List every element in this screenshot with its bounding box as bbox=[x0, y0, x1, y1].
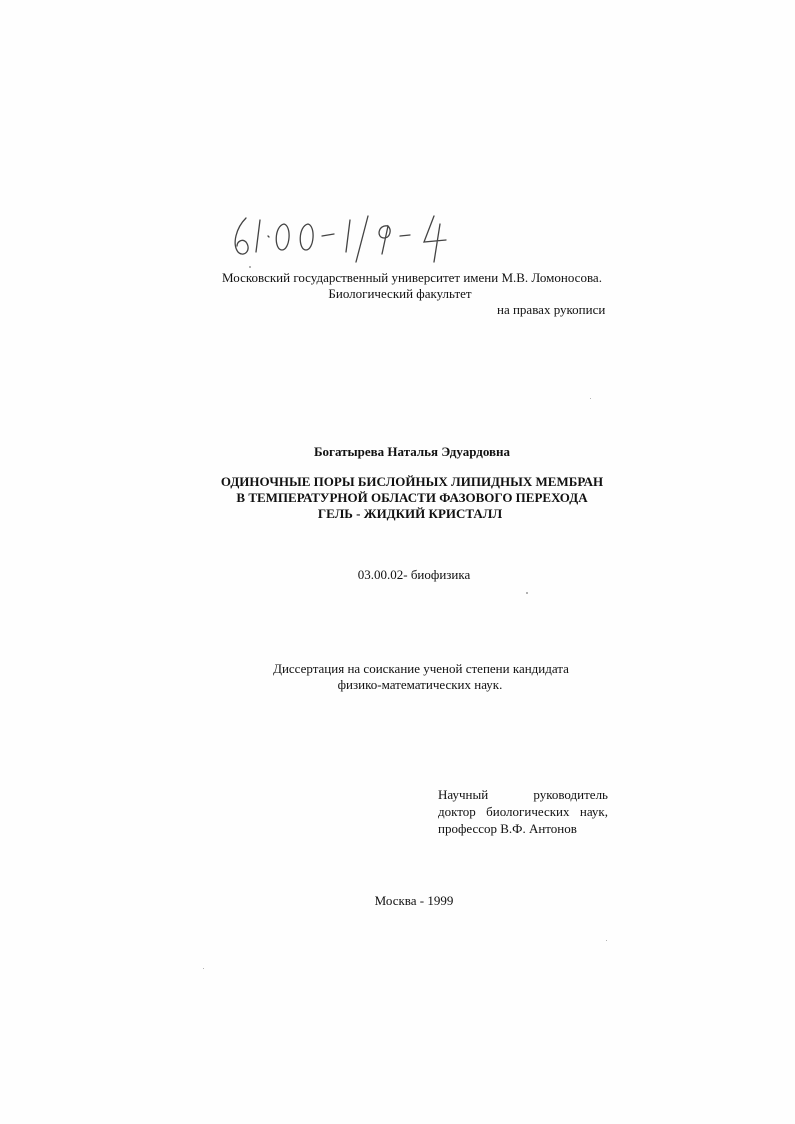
author-name: Богатырева Наталья Эдуардовна bbox=[313, 444, 511, 459]
supervisor-degree-word-1: доктор bbox=[438, 804, 476, 819]
supervisor-degree-word-2: биологических bbox=[486, 804, 570, 819]
dissertation-degree-line-2: физико-математических наук. bbox=[337, 677, 503, 692]
thesis-title-line-3: ГЕЛЬ - ЖИДКИЙ КРИСТАЛЛ bbox=[317, 506, 503, 521]
manuscript-note: на правах рукописи bbox=[497, 302, 606, 317]
handwritten-archive-mark bbox=[228, 206, 478, 266]
specialty-code: 03.00.02- биофизика bbox=[357, 567, 471, 582]
supervisor-role-word-1: Научный bbox=[438, 787, 489, 802]
supervisor-block bbox=[438, 786, 608, 837]
supervisor-degree-line bbox=[438, 803, 608, 820]
thesis-title-line-1: ОДИНОЧНЫЕ ПОРЫ БИСЛОЙНЫХ ЛИПИДНЫХ МЕМБРАН bbox=[220, 474, 604, 489]
faculty-name: Биологический факультет bbox=[328, 286, 472, 301]
supervisor-name: профессор В.Ф. Антонов bbox=[438, 821, 577, 836]
supervisor-role-word-2: руководитель bbox=[533, 787, 608, 802]
place-and-year: Москва - 1999 bbox=[374, 893, 454, 908]
university-name: Московский государственный университет имени М.В. Ломоносова. bbox=[222, 270, 602, 285]
dissertation-degree-line-1: Диссертация на соискание ученой степени кандидата bbox=[273, 661, 569, 676]
scan-speck bbox=[606, 940, 607, 941]
scan-speck bbox=[526, 592, 528, 594]
thesis-title-line-2: В ТЕМПЕРАТУРНОЙ ОБЛАСТИ ФАЗОВОГО ПЕРЕХОДА bbox=[236, 490, 588, 505]
supervisor-degree-word-3: наук, bbox=[579, 804, 608, 819]
scan-speck bbox=[203, 968, 204, 969]
scan-speck bbox=[590, 398, 591, 399]
supervisor-role-line bbox=[438, 786, 608, 803]
scan-speck bbox=[249, 266, 251, 268]
